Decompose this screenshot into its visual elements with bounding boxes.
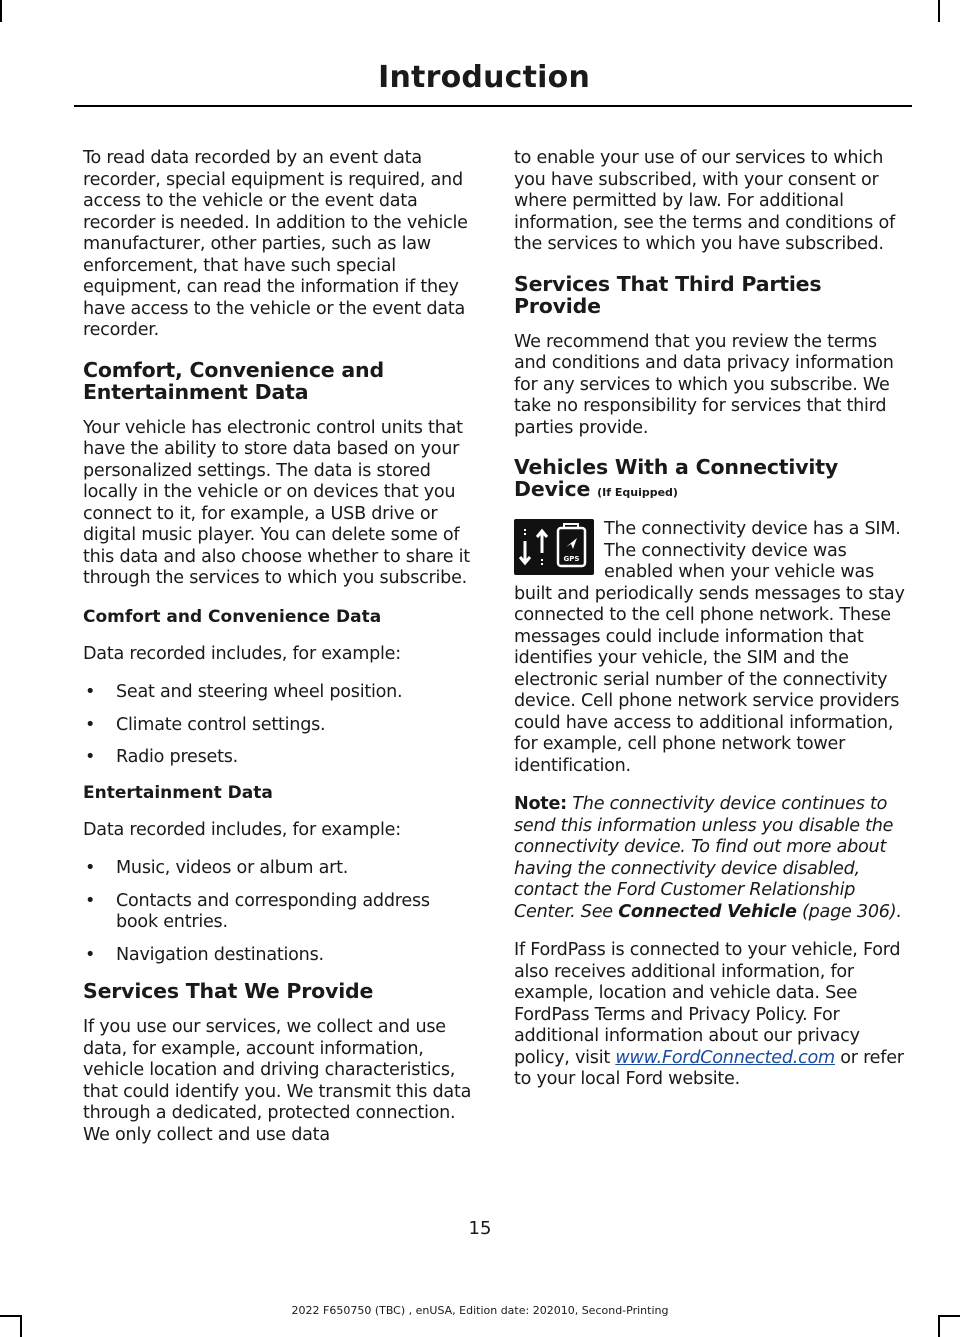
heading-if-equipped: (If Equipped) [597,486,678,499]
note-text: The connectivity device continues to send this information unless you disable the connectivity device. To find out more about having the connectivity device disabled, contact the Ford Customer Relationship Center. See [514,794,894,922]
heading-connectivity-text: Vehicles With a Connectivity Device [514,455,838,501]
list-item: • Climate control settings. [83,715,476,737]
note-label: Note: [514,794,567,814]
page-title: Introduction [378,60,590,95]
heading-third-parties: Services That Third Parties Provide [514,271,822,318]
connectivity-gps-icon [514,519,594,575]
paragraph-event-data-recorder: To read data recorded by an event data recorder, special equipment is required, and access to the vehicle or the event data recorder is needed. In addition to the vehicle manufacturer, other parties, such as law enforcement, that have such special equipment, can read the information if they have access to the vehicle or the event data recorder. [83,148,468,340]
crop-mark-top-right [938,0,940,22]
list-item: • Contacts and corresponding address book entries. [83,891,476,934]
paragraph-services-we-provide: If you use our services, we collect and use data, for example, account information, vehicle location and driving characteristics, that could identify you. We transmit this data through a dedicated, protected connection. We only collect and use data [83,1017,472,1145]
fordpass-text-a: If FordPass is connected to your vehicle, Ford also receives additional information, for example, location and vehicle data. See FordPass Terms and Privacy Policy. For additional information about our privacy policy, visit [514,940,901,1068]
paragraph-connectivity-sim: The connectivity device has a SIM. The connectivity device was enabled when your vehicle was built and periodically sends messages to stay connected to the cell phone network. These messages could include information that identifies your vehicle, the SIM and the electronic serial number of the connectivity device. Cell phone network service providers could have access to additional information, for example, cell phone network tower identification. [514,519,905,776]
list-item: • Navigation destinations. [83,945,476,967]
page-number: 15 [468,1218,492,1239]
svg-text:GPS: GPS [563,555,580,563]
crop-mark-bottom-right-v [938,1315,940,1337]
heading-comfort-entertainment: Comfort, Convenience and Entertainment Data [83,357,384,404]
connected-vehicle-reference[interactable]: Connected Vehicle [618,901,797,922]
paragraph-data-recorded-1: Data recorded includes, for example: [83,643,401,664]
paragraph-electronic-control-units: Your vehicle has electronic control units that have the ability to store data based on your personalized settings. The data is stored locally in the vehicle or on devices that you connect to it, for example, a USB drive or digital music player. You can delete some of this data and also choose whether to share it through the services to which you subscribe. [83,417,470,588]
crop-mark-top-left [0,0,2,22]
paragraph-services-continued: to enable your use of our services to which you have subscribed, with your consent or where permitted by law. For additional information, see the terms and conditions of the services to which you have subscribed. [514,148,895,254]
note-reference [618,902,901,922]
note [514,794,907,923]
list-comfort-data [83,682,476,769]
fordconnected-link[interactable]: www.FordConnected.com [615,1047,835,1068]
left-column [83,148,476,1163]
list-item: • Music, videos or album art. [83,858,476,880]
list-entertainment-data [83,858,476,966]
crop-mark-bottom-left-v [20,1315,22,1337]
header-divider [74,105,912,107]
right-column [514,148,907,1108]
list-item: • Radio presets. [83,747,476,769]
paragraph-fordpass [514,940,907,1091]
heading-services-we-provide: Services That We Provide [83,979,374,1003]
fordpass-text-b: or refer to your local Ford website. [514,1047,904,1089]
heading-connectivity-device [514,456,907,504]
paragraph-data-recorded-2: Data recorded includes, for example: [83,819,401,840]
heading-comfort-convenience-data: Comfort and Convenience Data [83,606,382,627]
edition-info: 2022 F650750 (TBC) , enUSA, Edition date: 202010, Second-Printing [291,1304,669,1317]
paragraph-third-parties: We recommend that you review the terms and conditions and data privacy information for any services to which you subscribe. We take no responsibility for services that third parties provide. [514,331,894,438]
heading-entertainment-data: Entertainment Data [83,782,273,803]
note-page-reference: (page 306). [802,901,902,922]
list-item: • Seat and steering wheel position. [83,682,476,704]
